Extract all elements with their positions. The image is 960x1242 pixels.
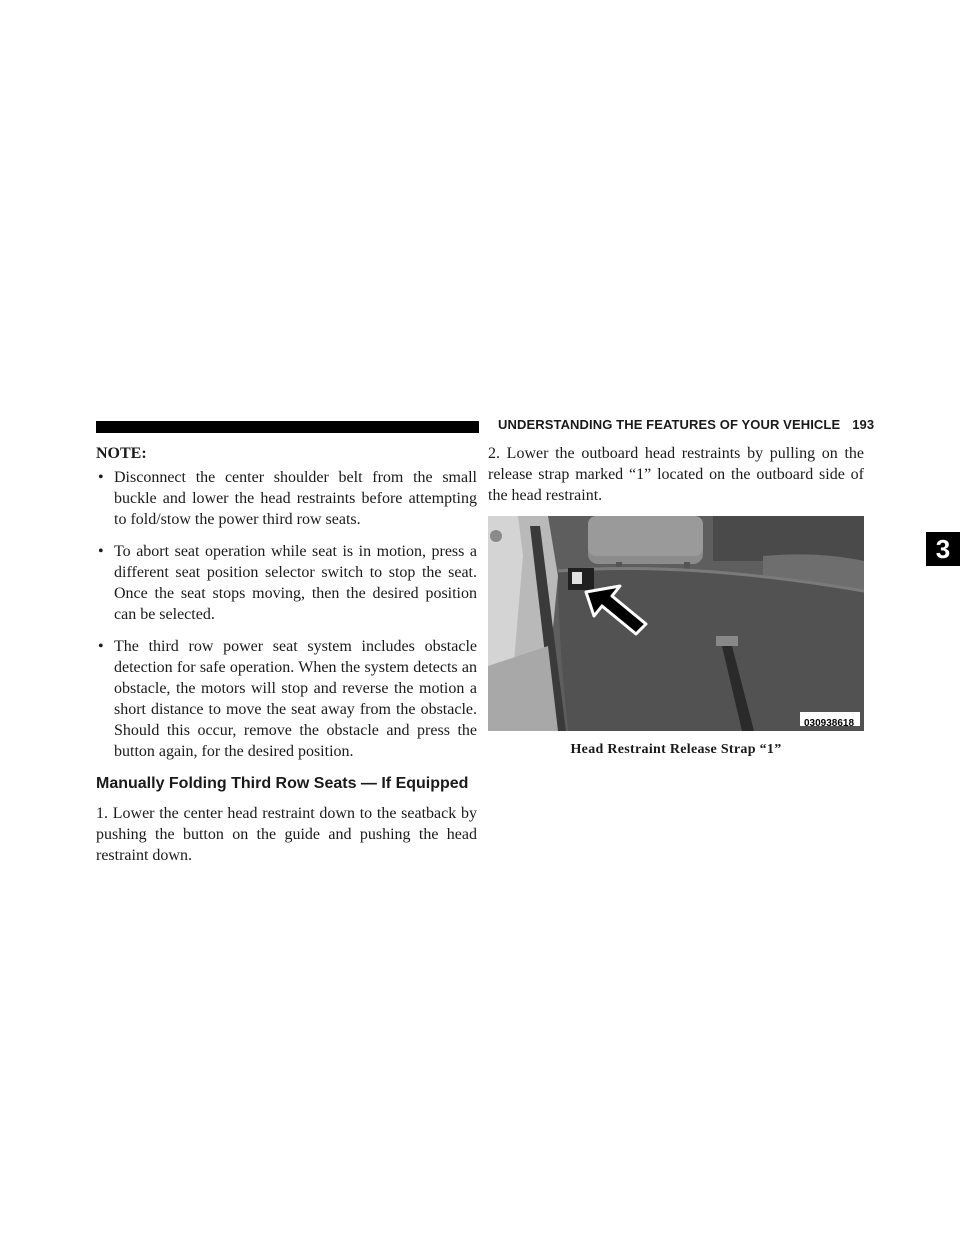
note-bullet-text: To abort seat operation while seat is in motion, press a different seat position selector switch to stop the seat. Once the seat stops moving, then the desired position can be selected. <box>114 543 477 623</box>
head-restraint-photo <box>488 516 864 731</box>
bullet-icon: • <box>98 638 104 655</box>
figure-caption: Head Restraint Release Strap “1” <box>570 742 782 757</box>
header-title: UNDERSTANDING THE FEATURES OF YOUR VEHICLE <box>498 417 841 432</box>
image-code: 030938618 <box>804 718 855 729</box>
right-column <box>488 443 864 760</box>
page-number: 193 <box>852 417 875 432</box>
step-1-paragraph: 1. Lower the center head restraint down to the seatback by pushing the button on the guide and pushing the head restraint down. <box>96 805 477 864</box>
section-tab-marker: 3 <box>926 532 960 566</box>
section-heading: Manually Folding Third Row Seats — If Equipped <box>96 775 469 792</box>
note-bullet-item <box>96 467 477 530</box>
bullet-icon: • <box>98 543 104 560</box>
note-bullet-list <box>96 467 477 762</box>
step-2-paragraph: 2. Lower the outboard head restraints by pulling on the release strap marked “1” located on the outboard side of the head restraint. <box>488 445 864 504</box>
bullet-icon: • <box>98 469 104 486</box>
running-header <box>498 417 878 432</box>
note-bullet-text: Disconnect the center shoulder belt from the small buckle and lower the head restraints before attempting to fold/stow the power third row seats. <box>114 469 477 528</box>
note-bullet-item <box>96 636 477 762</box>
note-heading: NOTE: <box>96 445 147 462</box>
header-bar <box>96 421 479 433</box>
left-column <box>96 443 477 866</box>
note-bullet-text: The third row power seat system includes obstacle detection for safe operation. When the system detects an obstacle, the motors will stop and reverse the motion a short distance to move the seat away from the obstacle. Should this occur, remove the obstacle and press the button again, for the desired position. <box>114 638 477 760</box>
seat-illustration <box>488 516 864 731</box>
note-bullet-item <box>96 541 477 625</box>
